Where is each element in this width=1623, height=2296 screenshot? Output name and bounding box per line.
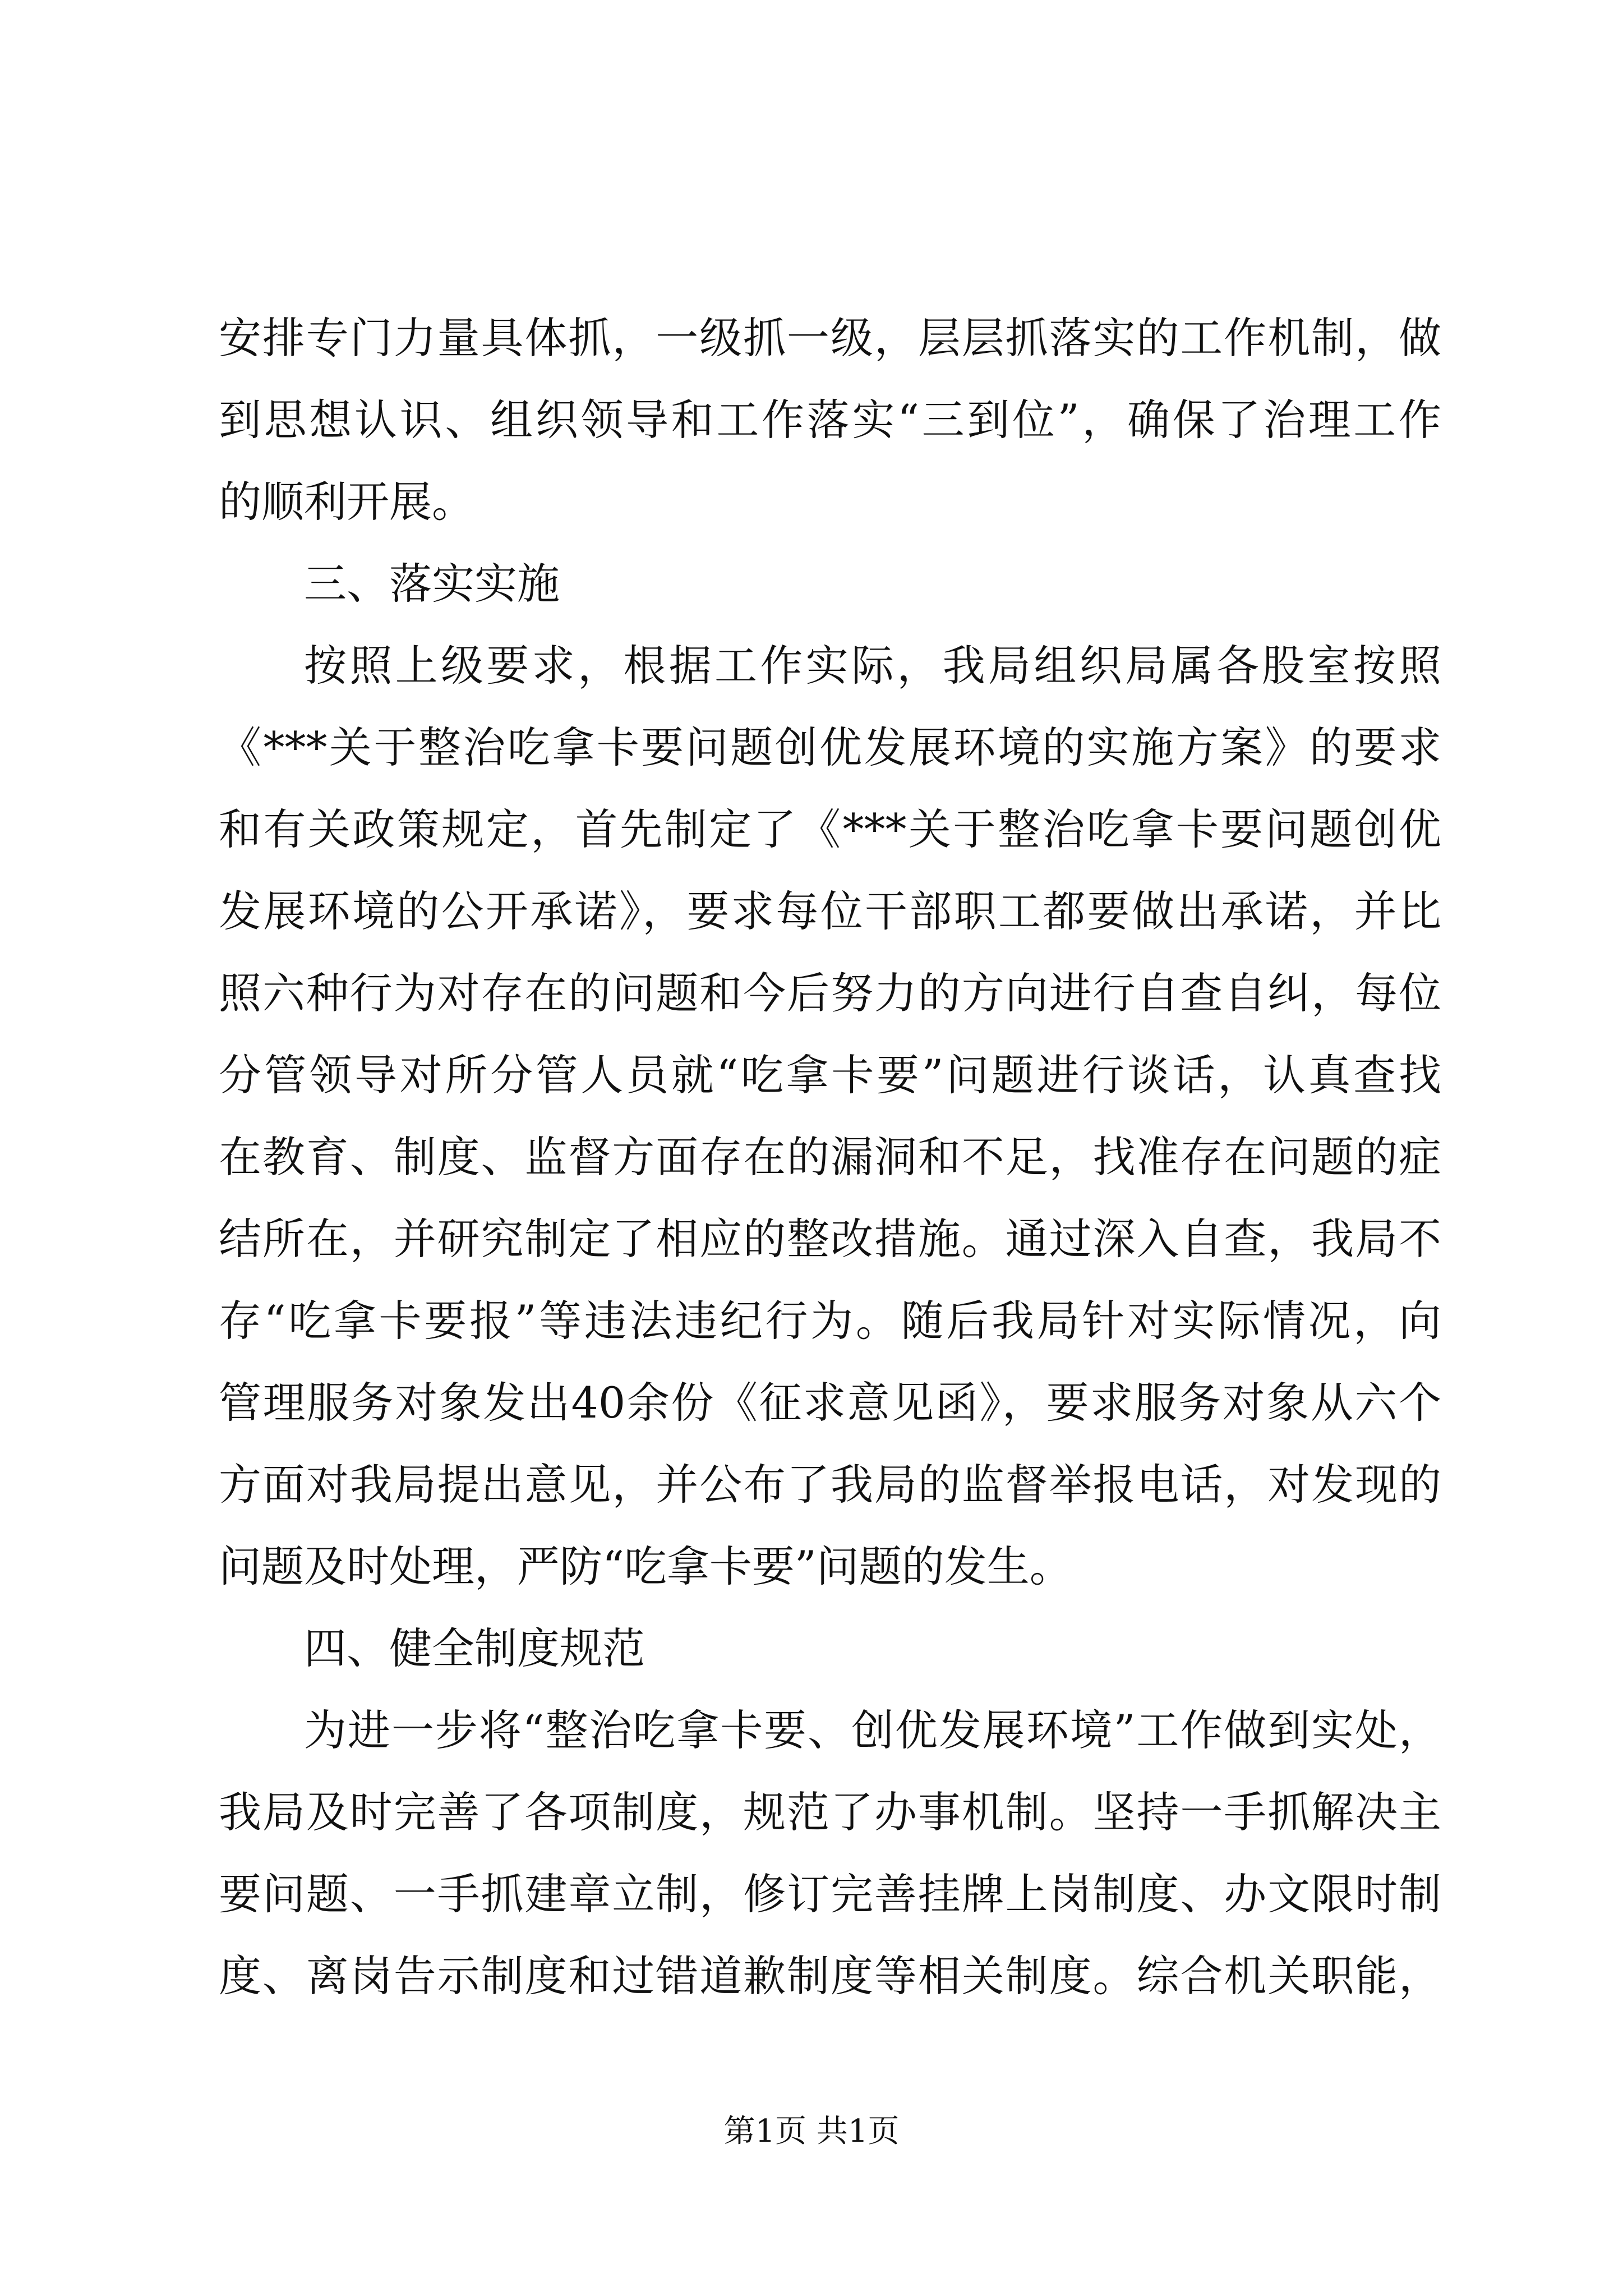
paragraph-line: 的顺利开展。	[219, 477, 474, 527]
paragraph-line: 《***关于整治吃拿卡要问题创优发展环境的实施方案》的要求	[219, 723, 1441, 772]
section-heading: 四、健全制度规范	[304, 1623, 645, 1673]
paragraph-line: 为进一步将“整治吃拿卡要、创优发展环境”工作做到实处，	[304, 1705, 1441, 1755]
paragraph-line: 在教育、制度、监督方面存在的漏洞和不足，找准存在问题的症	[219, 1132, 1441, 1182]
paragraph-line: 安排专门力量具体抓，一级抓一级，层层抓落实的工作机制，做	[219, 313, 1441, 363]
paragraph-line: 管理服务对象发出40余份《征求意见函》，要求服务对象从六个	[219, 1378, 1441, 1428]
paragraph-line: 存“吃拿卡要报”等违法违纪行为。随后我局针对实际情况，向	[219, 1296, 1441, 1346]
paragraph-line: 我局及时完善了各项制度，规范了办事机制。坚持一手抓解决主	[219, 1787, 1441, 1837]
paragraph-line: 发展环境的公开承诺》，要求每位干部职工都要做出承诺，并比	[219, 886, 1441, 936]
paragraph-line: 按照上级要求，根据工作实际，我局组织局属各股室按照	[304, 641, 1441, 691]
document-body	[219, 297, 1441, 2017]
page-number-footer: 第1页 共1页	[723, 2113, 900, 2150]
paragraph-line: 方面对我局提出意见，并公布了我局的监督举报电话，对发现的	[219, 1460, 1441, 1510]
paragraph-line: 度、离岗告示制度和过错道歉制度等相关制度。综合机关职能，	[219, 1951, 1441, 2001]
paragraph-line: 分管领导对所分管人员就“吃拿卡要”问题进行谈话，认真查找	[219, 1050, 1441, 1100]
paragraph-line: 照六种行为对存在的问题和今后努力的方向进行自查自纠，每位	[219, 968, 1441, 1018]
section-heading: 三、落实实施	[304, 559, 560, 609]
paragraph-line: 要问题、一手抓建章立制，修订完善挂牌上岗制度、办文限时制	[219, 1869, 1441, 1919]
paragraph-line: 到思想认识、组织领导和工作落实“三到位”，确保了治理工作	[219, 395, 1441, 445]
paragraph-line: 问题及时处理，严防“吃拿卡要”问题的发生。	[219, 1542, 1072, 1591]
paragraph-line: 结所在，并研究制定了相应的整改措施。通过深入自查，我局不	[219, 1214, 1441, 1264]
paragraph-line: 和有关政策规定，首先制定了《***关于整治吃拿卡要问题创优	[219, 804, 1441, 854]
